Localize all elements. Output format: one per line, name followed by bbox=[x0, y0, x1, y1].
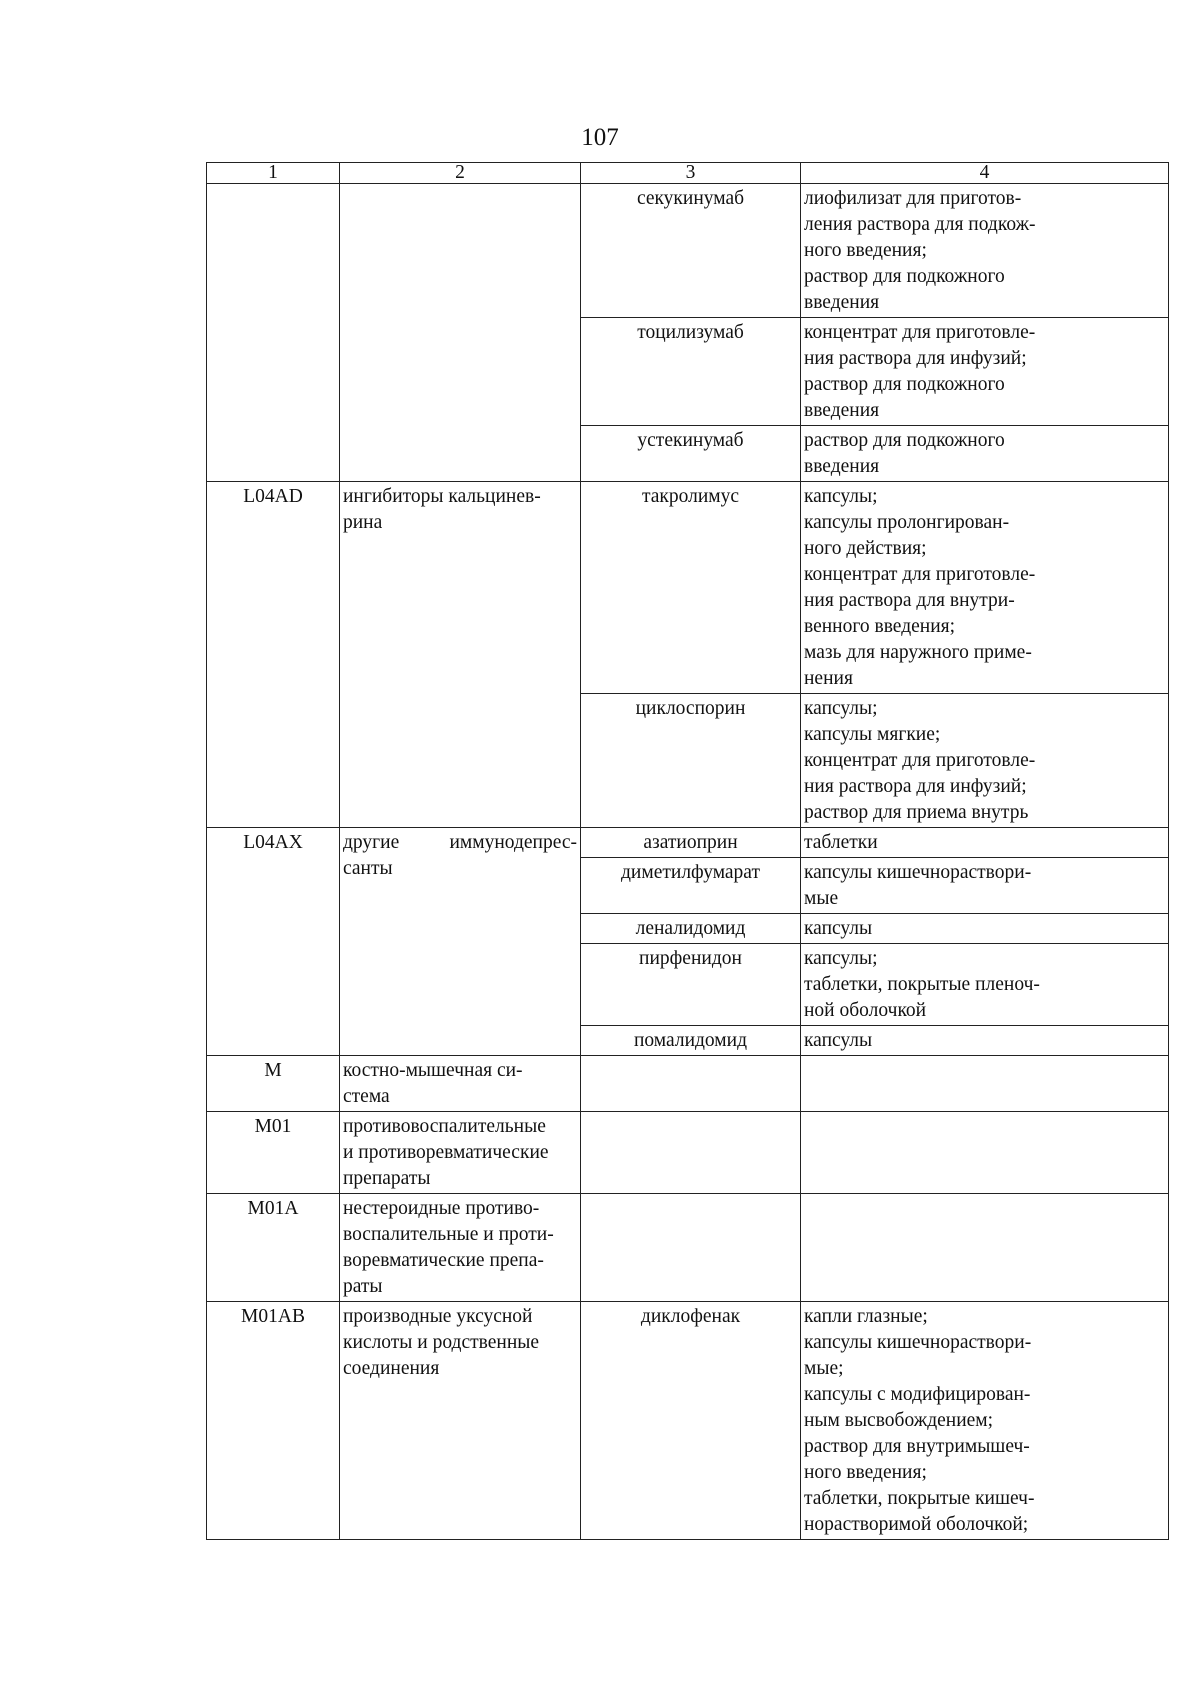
drug-name-cell: леналидомид bbox=[581, 914, 801, 944]
drug-name-cell: диклофенак bbox=[581, 1302, 801, 1540]
dosage-form-cell bbox=[801, 1194, 1169, 1302]
dosage-form-cell: капсулы bbox=[801, 1026, 1169, 1056]
table-row bbox=[207, 1112, 1169, 1194]
dosage-form-cell: капсулы; капсулы мягкие; концентрат для приготовле- ния раствора для инфузий; раствор для приема внутрь bbox=[801, 694, 1169, 828]
drug-name-cell: тоцилизумаб bbox=[581, 318, 801, 426]
dosage-form-cell: лиофилизат для приготов- ления раствора для подкож- ного введения; раствор для подкожного введения bbox=[801, 184, 1169, 318]
group-name-cell: нестероидные противо- воспалительные и проти- воревматические препа- раты bbox=[340, 1194, 581, 1302]
drug-name-cell bbox=[581, 1194, 801, 1302]
atc-code-cell: M bbox=[207, 1056, 340, 1112]
column-header: 2 bbox=[340, 163, 581, 184]
drug-name-cell bbox=[581, 1056, 801, 1112]
drug-name-cell: помалидомид bbox=[581, 1026, 801, 1056]
drug-name-cell: азатиоприн bbox=[581, 828, 801, 858]
dosage-form-cell: таблетки bbox=[801, 828, 1169, 858]
dosage-form-cell bbox=[801, 1056, 1169, 1112]
drug-list-table bbox=[206, 162, 1169, 1540]
dosage-form-cell: капсулы; капсулы пролонгирован- ного действия; концентрат для приготовле- ния раствора для внутри- венного введения; мазь для наружного приме- нения bbox=[801, 482, 1169, 694]
drug-name-cell bbox=[581, 1112, 801, 1194]
table-row bbox=[207, 1302, 1169, 1540]
atc-code-cell bbox=[207, 184, 340, 482]
dosage-form-cell: концентрат для приготовле- ния раствора для инфузий; раствор для подкожного введения bbox=[801, 318, 1169, 426]
table-row bbox=[207, 184, 1169, 318]
drug-name-cell: устекинумаб bbox=[581, 426, 801, 482]
page-number: 107 bbox=[581, 124, 619, 151]
drug-name-cell: секукинумаб bbox=[581, 184, 801, 318]
group-name-line: другие иммунодепрес- bbox=[343, 832, 577, 853]
dosage-form-cell bbox=[801, 1112, 1169, 1194]
group-name-cell: противовоспалительные и противоревматические препараты bbox=[340, 1112, 581, 1194]
column-header: 3 bbox=[581, 163, 801, 184]
dosage-form-cell: капсулы bbox=[801, 914, 1169, 944]
atc-code-cell: L04AD bbox=[207, 482, 340, 828]
group-name-cell bbox=[340, 184, 581, 482]
group-name-cell: производные уксусной кислоты и родственные соединения bbox=[340, 1302, 581, 1540]
table-row bbox=[207, 1056, 1169, 1112]
drug-name-cell: пирфенидон bbox=[581, 944, 801, 1026]
group-name-line: рина bbox=[343, 512, 383, 533]
dosage-form-cell: раствор для подкожного введения bbox=[801, 426, 1169, 482]
atc-code-cell: M01 bbox=[207, 1112, 340, 1194]
atc-code-cell: M01AB bbox=[207, 1302, 340, 1540]
table-row bbox=[207, 1194, 1169, 1302]
group-name-cell: костно-мышечная си- стема bbox=[340, 1056, 581, 1112]
atc-code-cell: L04AX bbox=[207, 828, 340, 1056]
table-header-row bbox=[207, 163, 1169, 184]
drug-name-cell: диметилфумарат bbox=[581, 858, 801, 914]
group-name-cell bbox=[340, 828, 581, 1056]
dosage-form-cell: капли глазные; капсулы кишечнораствори- мые; капсулы с модифицирован- ным высвобождением; раствор для внутримышеч- ного введения; таблетки, покрытые кишеч- норастворимой оболочкой; bbox=[801, 1302, 1169, 1540]
table-row bbox=[207, 482, 1169, 694]
atc-code-cell: M01A bbox=[207, 1194, 340, 1302]
group-name-cell bbox=[340, 482, 581, 828]
dosage-form-cell: капсулы; таблетки, покрытые пленоч- ной оболочкой bbox=[801, 944, 1169, 1026]
drug-name-cell: циклоспорин bbox=[581, 694, 801, 828]
group-name-line: санты bbox=[343, 858, 393, 879]
drug-name-cell: такролимус bbox=[581, 482, 801, 694]
column-header: 1 bbox=[207, 163, 340, 184]
group-name-line: ингибиторы кальцинев- bbox=[343, 486, 541, 507]
dosage-form-cell: капсулы кишечнораствори- мые bbox=[801, 858, 1169, 914]
table-row bbox=[207, 828, 1169, 858]
column-header: 4 bbox=[801, 163, 1169, 184]
